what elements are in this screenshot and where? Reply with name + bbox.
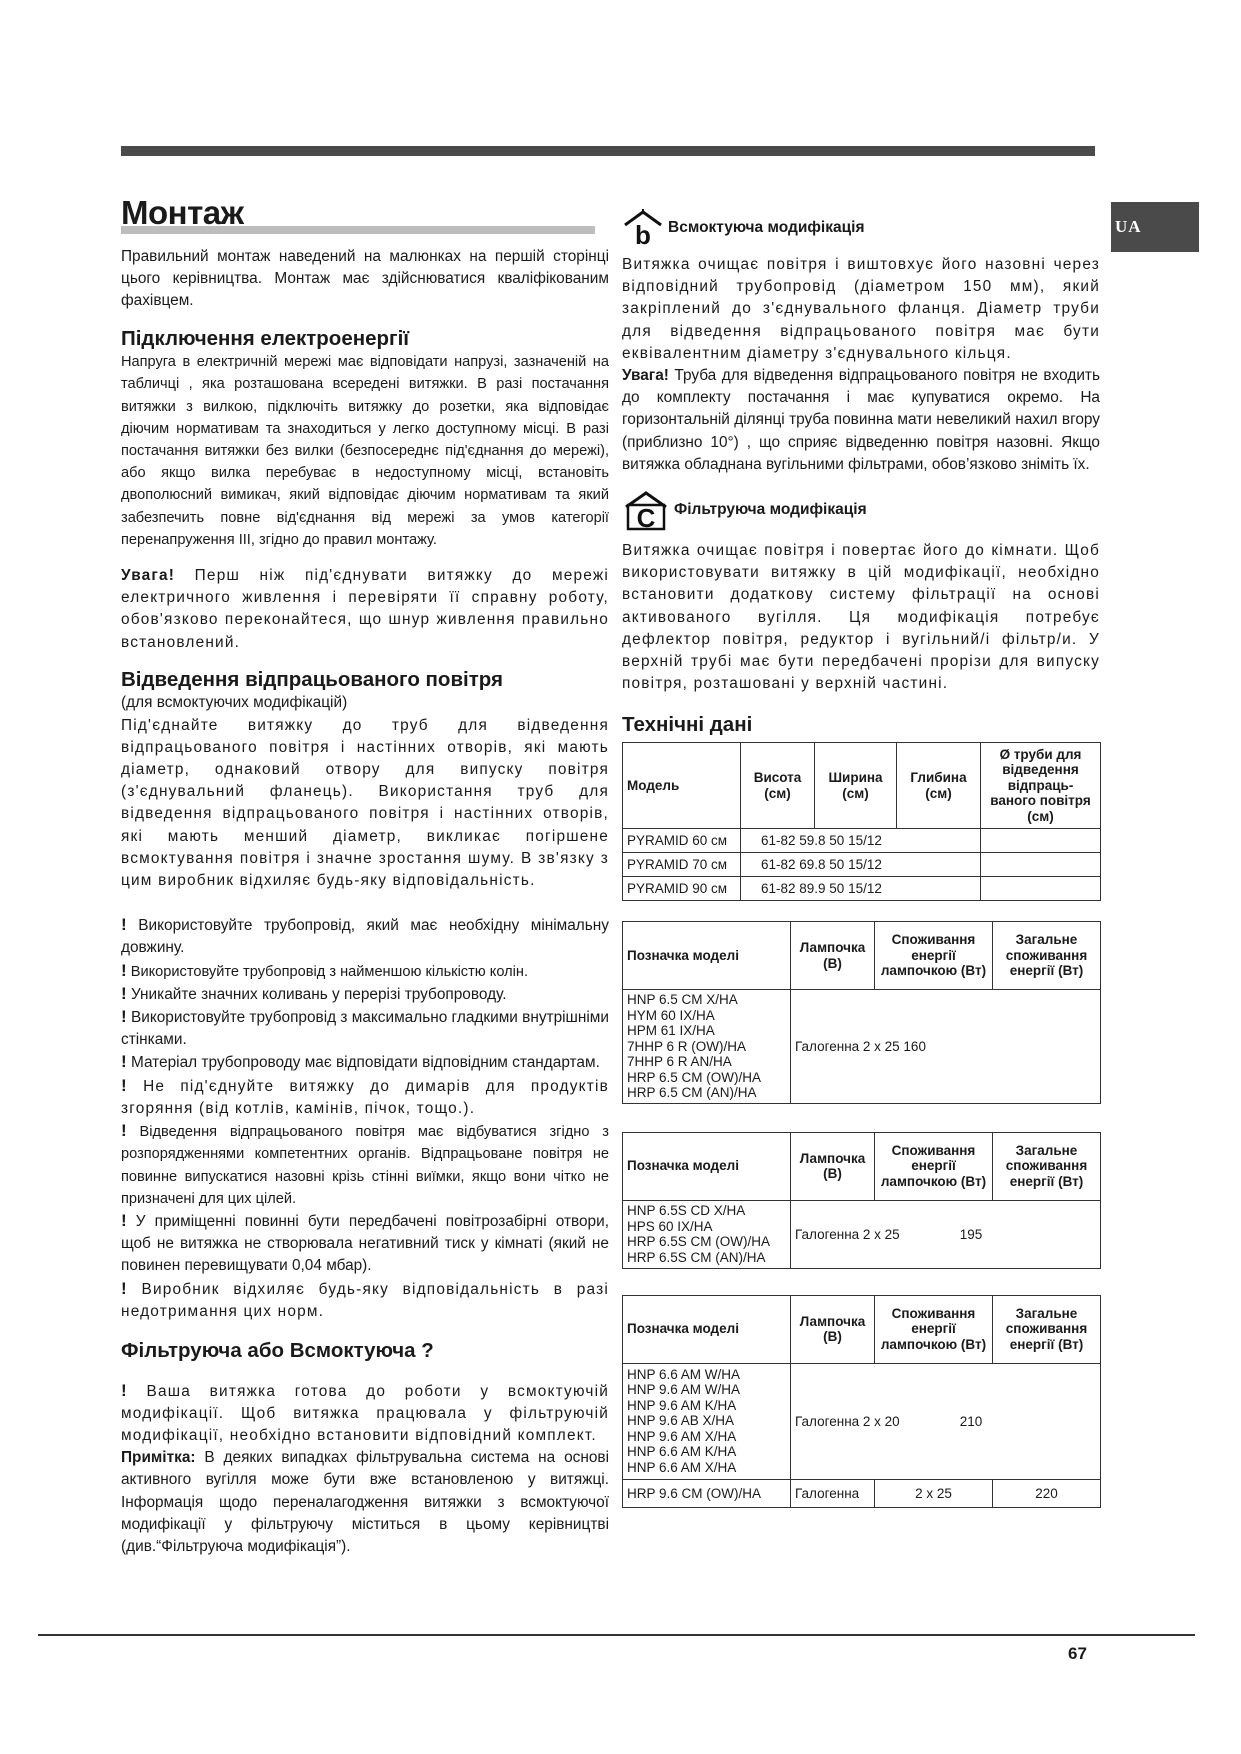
title-block xyxy=(121,190,595,236)
bullet-item: ! Виробник відхиляє будь-яку відповідальність в разі недотримання цих норм. xyxy=(121,1278,609,1320)
col-header: Лампочка (В) xyxy=(791,1295,875,1363)
bullet-item: ! У приміщенні повинні бути передбачені повітрозабірні отвори, щоб не витяжка не створювала негативний тиск у кімнаті (який не повинен перевищувати 0,04 мбар). xyxy=(121,1210,609,1275)
filter-note: Примітка: В деяких випадках фільтрувальна система на основі активного вугілля може бути вже встановленою у витяжці. Інформація щодо переналагодження витяжки з всмоктуючої модифікації у фільтруючу міститься в цьому керівництві (див.“Фільтруюча модифікація”). xyxy=(121,1449,609,1555)
bullet-item: ! Використовуйте трубопровід з максимально гладкими внутрішніми стінками. xyxy=(121,1007,609,1049)
filter-or-suction-heading: Фільтруюча або Всмоктуюча ? xyxy=(121,1338,434,1362)
col-header: Загальне споживання енергії (Вт) xyxy=(993,1295,1101,1363)
exhaust-text: Під'єднайте витяжку до труб для відведення відпрацьованого повітря і настінних отворів, які мають діаметр, однаковий отвору для випуску повітря (з'єднувальний фланець). Використання труб для відведення відпрацьованого повітря і настінних отворів, які мають менший діаметр, викликає погіршене всмоктування повітря і значне зростання шуму. В зв'язку з цим виробник відхиляє будь-яку відповідальність. xyxy=(121,716,609,890)
filter-or-suction-text: ! Ваша витяжка готова до роботи у всмоктуючій модифікації. Щоб витяжка працювала у фільтруючій модифікації, необхідно встановити відповідний комплект. xyxy=(121,1380,609,1444)
filter-mode-heading: Фільтруюча модифікація xyxy=(674,501,867,519)
col-header: Споживання енергії лампочкою (Вт) xyxy=(875,1132,993,1200)
table-row: PYRAMID 70 см 61-82 69.8 50 15/12 xyxy=(623,853,1101,877)
col-header: Позначка моделі xyxy=(623,1132,791,1200)
col-header: Споживання енергії лампочкою (Вт) xyxy=(875,922,993,990)
col-header: Лампочка (В) xyxy=(791,1132,875,1200)
top-rule xyxy=(121,146,1095,156)
left-column xyxy=(121,190,609,1558)
warning-label: Увага! xyxy=(121,567,176,585)
bullet-item: ! Не під'єднуйте витяжку до димарів для продуктів згоряння (від котлів, камінів, пічок, тощо.). xyxy=(121,1075,609,1117)
power-table-3 xyxy=(622,1295,1101,1508)
intro-text: Правильний монтаж наведений на малюнках на першій сторінці цього керівництва. Монтаж має здійснюватися кваліфікованим фахівцем. xyxy=(121,248,609,310)
dimensions-table xyxy=(622,742,1101,901)
col-header: Загальне споживання енергії (Вт) xyxy=(993,922,1101,990)
electric-warning xyxy=(121,565,609,654)
table-row: PYRAMID 90 см 61-82 89.9 50 15/12 xyxy=(623,877,1101,901)
power-table-1 xyxy=(622,921,1101,1104)
exhaust-bullets xyxy=(121,914,609,1323)
table-row: HNP 6.6 AM W/HA HNP 9.6 AM W/HA HNP 9.6 AM K/HA HNP 9.6 AB X/HA HNP 9.6 AM X/HA HNP 6.6 AM K/HA HNP 6.6 AM X/HA Галогенна 2 x 20 210 xyxy=(623,1363,1101,1479)
exhaust-heading: Відведення відпрацьованого повітря xyxy=(121,667,504,691)
svg-text:b: b xyxy=(635,220,651,247)
col-header: Ширина (см) xyxy=(815,743,897,829)
electric-text: Напруга в електричній мережі має відповідати напрузі, зазначеній на табличці , яка розташована всередені витяжки. В разі постачання витяжки з вилкою, підключіть витяжку до розетки, яка відповідає діючим нормативам та знаходиться у легко доступному місці. В разі постачання витяжки без вилки (безпосереднє під'єднання до мережі), або якщо вилка перебуває в недоступному місці, встановіть двополюсний вимикач, який відповідає діючим нормативам та який забезпечить повне від'єднання від мережі за умов категорії перенапруження III, згідно до правил монтажу. xyxy=(121,354,609,548)
tech-heading: Технічні дані xyxy=(622,713,753,737)
page-number: 67 xyxy=(1068,1644,1087,1663)
table-row: HNP 6.5 CM X/HA HYM 60 IX/HA HPM 61 IX/HA 7HHP 6 R (OW)/HA 7HHP 6 R AN/HA HRP 6.5 CM (OW)/HA HRP 6.5 CM (AN)/HA Галогенна 2 x 25 160 xyxy=(623,990,1101,1104)
filter-mode-header xyxy=(622,490,1100,530)
bullet-item: ! Використовуйте трубопровід з найменшою кількістю колін. xyxy=(121,960,529,980)
bullet-item: ! Матеріал трубопроводу має відповідати відповідним стандартам. xyxy=(121,1052,600,1072)
table-row: HRP 9.6 CM (OW)/HA Галогенна 2 x 25 220 xyxy=(623,1479,1101,1507)
col-header: Споживання енергії лампочкою (Вт) xyxy=(875,1295,993,1363)
suction-mode-icon xyxy=(622,209,664,247)
col-header: Позначка моделі xyxy=(623,922,791,990)
page-title: Монтаж xyxy=(121,194,244,231)
bullet-item: ! Відведення відпрацьованого повітря має відбуватися згідно з розпорядженнями компетентних органів. Відпрацьоване повітря не повинне випускатися назовні крізь стінні виїмки, якщо вони чітко не призначені для цих цілей. xyxy=(121,1121,609,1207)
language-tab: UA xyxy=(1111,202,1199,252)
suction-mode-text: Витяжка очищає повітря і виштовхує його назовні через відповідний трубопровід (діаметром 150 мм), який закріплений до з'єднувального фланця. Діаметр труби для відведення відпрацьованого повітря має бути еквівалентним діаметру з'єднувального кільця. xyxy=(622,256,1100,362)
col-header: Лампочка (В) xyxy=(791,922,875,990)
col-header: Ø труби для відведення відпраць-ваного повітря (см) xyxy=(981,743,1101,829)
filter-mode-icon xyxy=(622,489,670,531)
right-column xyxy=(622,208,1100,1508)
bottom-rule xyxy=(38,1634,1195,1636)
warning-text: Перш ніж під'єднувати витяжку до мережі електричного живлення і перевіряти її справну роботу, обов'язково переконайтеся, що шнур живлення правильно встановлений. xyxy=(121,567,609,651)
note-label: Примітка: xyxy=(121,1449,196,1467)
col-header: Глибина (см) xyxy=(897,743,981,829)
suction-mode-warning: Увага! Труба для відведення відпрацьованого повітря не входить до комплекту постачання і має купуватися окремо. На горизонтальній ділянці труба повинна мати невеликий нахил вгору (приблизно 10°) , що сприяє відведенню повітря назовні. Якщо витяжка обладнана вугільними фільтрами, обов’язково зніміть їх. xyxy=(622,367,1100,473)
suction-mode-heading: Всмоктуюча модифікація xyxy=(668,219,865,236)
col-header: Загальне споживання енергії (Вт) xyxy=(993,1132,1101,1200)
col-header: Позначка моделі xyxy=(623,1295,791,1363)
col-header: Висота (см) xyxy=(741,743,815,829)
table-row: HNP 6.5S CD X/HA HPS 60 IX/HA HRP 6.5S CM (OW)/HA HRP 6.5S CM (AN)/HA Галогенна 2 x 25 195 xyxy=(623,1200,1101,1268)
table-row: PYRAMID 60 см 61-82 59.8 50 15/12 xyxy=(623,829,1101,853)
power-table-2 xyxy=(622,1132,1101,1269)
suction-mode-header xyxy=(622,208,1100,248)
bullet-item: ! Уникайте значних коливань у перерізі трубопроводу. xyxy=(121,983,507,1003)
exhaust-subnote: (для всмоктуючих модифікацій) xyxy=(121,694,348,712)
electric-heading: Підключення електроенергії xyxy=(121,326,410,350)
svg-text:C: C xyxy=(636,503,656,532)
filter-mode-text: Витяжка очищає повітря і повертає його до кімнати. Щоб використовувати витяжку в цій модифікації, необхідно встановити додаткову систему фільтрації на основі активованого вугілля. Ця модифікація потребує дефлектор повітря, редуктор і вугільний/і фільтр/и. У верхній трубі має бути передбачені прорізи для випуску повітря, розташовані у верхній частині. xyxy=(622,542,1100,693)
col-header: Модель xyxy=(623,743,741,829)
bullet-item: ! Використовуйте трубопровід, який має необхідну мінімальну довжину. xyxy=(121,915,609,957)
